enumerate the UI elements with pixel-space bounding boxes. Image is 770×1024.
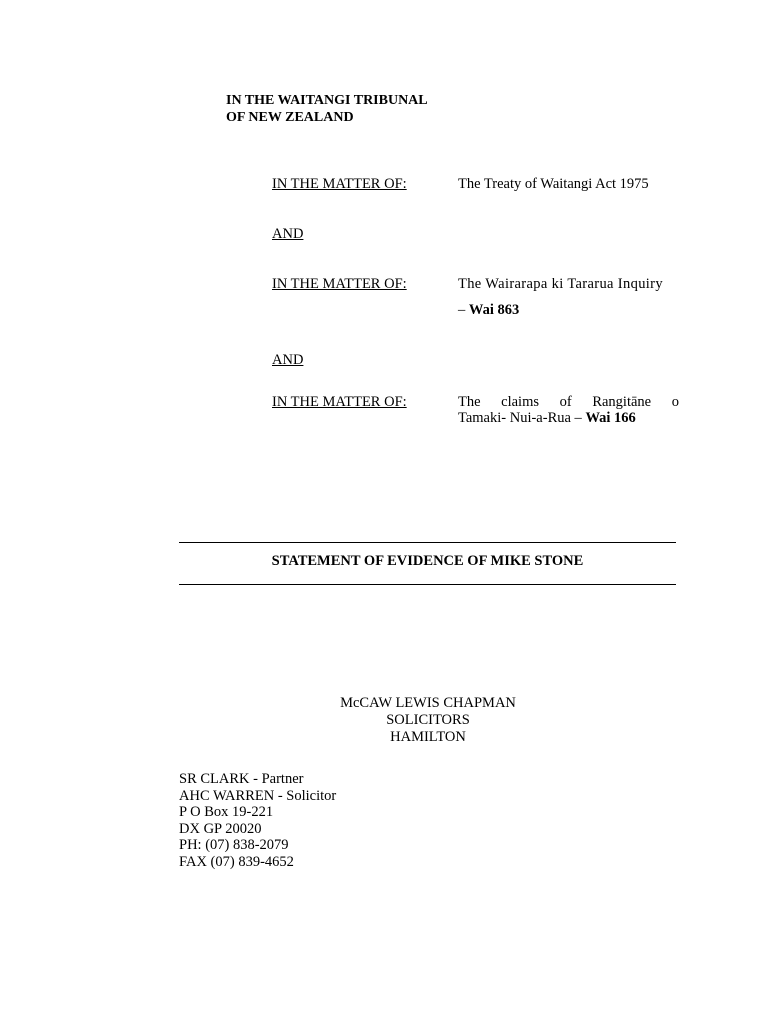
matter-1-value: The Treaty of Waitangi Act 1975 bbox=[458, 176, 649, 192]
and-1: AND bbox=[272, 226, 304, 242]
court-heading bbox=[226, 92, 428, 126]
contact-line: AHC WARREN - Solicitor bbox=[179, 787, 337, 804]
matter-3-word: The bbox=[458, 394, 481, 410]
contact-line: FAX (07) 839-4652 bbox=[179, 853, 294, 870]
firm-name: McCAW LEWIS CHAPMAN bbox=[340, 695, 516, 711]
matter-2-dash: – bbox=[458, 302, 469, 318]
title-top-rule bbox=[179, 542, 676, 543]
matter-1-label: IN THE MATTER OF: bbox=[272, 176, 407, 192]
matter-2-value-line1: The Wairarapa ki Tararua Inquiry bbox=[458, 276, 663, 292]
court-heading-line1: IN THE WAITANGI TRIBUNAL bbox=[226, 93, 428, 108]
document-title: STATEMENT OF EVIDENCE OF MIKE STONE bbox=[271, 553, 584, 569]
firm-city: HAMILTON bbox=[390, 729, 466, 745]
matter-2-value-line2 bbox=[458, 302, 519, 319]
and-2: AND bbox=[272, 352, 304, 368]
matter-3-value-line2 bbox=[458, 410, 679, 426]
matter-3-word: claims bbox=[501, 394, 540, 410]
title-bottom-rule bbox=[179, 584, 676, 585]
matter-3-word: of bbox=[559, 394, 572, 410]
matter-3-line2-text: Tamaki- Nui-a-Rua – bbox=[458, 410, 586, 426]
matter-3-value bbox=[458, 394, 679, 426]
matter-3-word: o bbox=[671, 394, 679, 410]
matter-3-label: IN THE MATTER OF: bbox=[272, 394, 407, 410]
matter-3-value-line1 bbox=[458, 394, 679, 410]
court-heading-line2: OF NEW ZEALAND bbox=[226, 110, 354, 125]
contact-block bbox=[179, 771, 336, 870]
contact-line: PH: (07) 838-2079 bbox=[179, 837, 289, 853]
contact-line: P O Box 19-221 bbox=[179, 804, 274, 820]
firm-type: SOLICITORS bbox=[386, 712, 470, 728]
matter-2-wai-number: Wai 863 bbox=[468, 302, 520, 318]
contact-line: DX GP 20020 bbox=[179, 820, 262, 837]
matter-3-wai-number: Wai 166 bbox=[585, 410, 636, 426]
matter-2-label: IN THE MATTER OF: bbox=[272, 276, 407, 292]
matter-3-word: Rangitāne bbox=[592, 394, 652, 410]
contact-line: SR CLARK - Partner bbox=[179, 771, 304, 787]
firm-block bbox=[278, 695, 578, 746]
